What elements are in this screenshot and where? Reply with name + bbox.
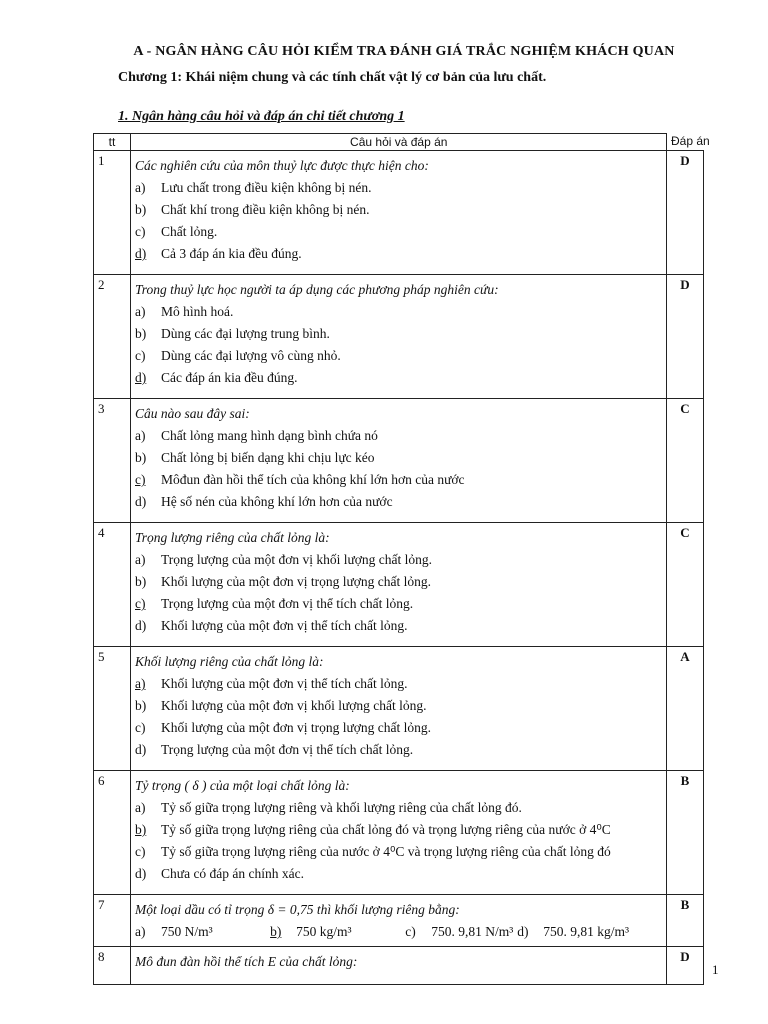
answer-option: [135, 428, 662, 444]
question-number: 6: [94, 771, 131, 895]
option-label: d): [517, 924, 529, 939]
question-number: 7: [94, 895, 131, 947]
answer-option: [135, 720, 662, 736]
option-text: Trọng lượng của một đơn vị khối lượng chất lỏng.: [161, 552, 433, 567]
option-label: c): [135, 596, 146, 611]
option-text: Trọng lượng của một đơn vị thể tích chất lỏng.: [161, 742, 414, 757]
header-question: [131, 134, 710, 151]
section-heading: 1. Ngân hàng câu hỏi và đáp án chi tiết chương 1: [118, 109, 405, 124]
option-text: Khối lượng của một đơn vị thể tích chất lỏng.: [161, 618, 408, 633]
option-label: d): [135, 246, 147, 261]
option-text: Khối lượng của một đơn vị trọng lượng chất lỏng.: [161, 720, 432, 735]
question-stem: Mô đun đàn hồi thể tích E của chất lỏng:: [135, 954, 358, 969]
option-label: a): [135, 676, 146, 691]
question-cell: [131, 523, 667, 647]
question-number: 3: [94, 399, 131, 523]
option-text: Chất lỏng mang hình dạng bình chứa nó: [161, 428, 378, 443]
option-text: 750. 9,81 kg/m³: [543, 924, 630, 939]
option-text: Chất lỏng bị biến dạng khi chịu lực kéo: [161, 450, 375, 465]
option-label: a): [135, 552, 146, 567]
answer-option: [135, 494, 662, 510]
answer-option: [135, 676, 662, 692]
chapter-heading: Chương 1: Khái niệm chung và các tính chất vật lý cơ bản của lưu chất.: [118, 70, 547, 85]
question-cell: [131, 947, 667, 985]
question-number: 4: [94, 523, 131, 647]
answer-option: [405, 924, 517, 940]
question-row: [94, 523, 704, 647]
option-label: c): [405, 924, 416, 939]
question-row: [94, 275, 704, 399]
answer-option: [135, 552, 662, 568]
option-label: d): [135, 618, 147, 633]
option-label: b): [135, 822, 147, 837]
option-text: Chưa có đáp án chính xác.: [161, 866, 305, 881]
header-tt: tt: [94, 134, 131, 151]
option-label: c): [135, 224, 146, 239]
option-text: Các đáp án kia đều đúng.: [161, 370, 298, 385]
option-text: Chất khí trong điều kiện không bị nén.: [161, 202, 370, 217]
answer-key: C: [667, 399, 704, 523]
question-row: [94, 151, 704, 275]
question-number: 5: [94, 647, 131, 771]
option-label: c): [135, 720, 146, 735]
answer-option: [135, 618, 662, 634]
question-number: 2: [94, 275, 131, 399]
answer-key: D: [667, 947, 704, 985]
answer-option: [135, 924, 270, 940]
option-label: d): [135, 866, 147, 881]
question-number: 1: [94, 151, 131, 275]
answer-key: B: [667, 895, 704, 947]
document-title: A - NGÂN HÀNG CÂU HỎI KIỂM TRA ĐÁNH GIÁ TRẮC NGHIỆM KHÁCH QUAN: [133, 44, 675, 59]
question-stem: Một loại dầu có tỉ trọng δ = 0,75 thì khối lượng riêng bằng:: [135, 902, 460, 917]
answer-option: [135, 246, 662, 262]
option-label: b): [135, 326, 147, 341]
option-label: a): [135, 924, 146, 939]
question-cell: [131, 647, 667, 771]
option-text: 750. 9,81 N/m³: [431, 924, 514, 939]
question-stem: Các nghiên cứu của môn thuỷ lực được thực hiện cho:: [135, 158, 429, 173]
answer-key: C: [667, 523, 704, 647]
option-label: a): [135, 180, 146, 195]
answer-option: [135, 574, 662, 590]
option-text: Chất lỏng.: [161, 224, 218, 239]
question-stem: Trọng lượng riêng của chất lỏng là:: [135, 530, 330, 545]
option-text: Mô hình hoá.: [161, 304, 234, 319]
option-text: Dùng các đại lượng trung bình.: [161, 326, 330, 341]
question-row: [94, 647, 704, 771]
option-label: a): [135, 428, 146, 443]
answer-option: [135, 698, 662, 714]
option-text: Khối lượng của một đơn vị thể tích chất lỏng.: [161, 676, 408, 691]
question-cell: [131, 771, 667, 895]
option-label: b): [135, 698, 147, 713]
option-text: Tỷ số giữa trọng lượng riêng của nước ở 4⁰C và trọng lượng riêng của chất lỏng đó: [161, 844, 611, 859]
question-row: [94, 895, 704, 947]
page-number: 1: [712, 962, 719, 977]
answer-key: D: [667, 151, 704, 275]
answer-option: [135, 844, 662, 860]
option-label: d): [135, 370, 147, 385]
question-stem: Tỷ trọng ( δ ) của một loại chất lỏng là:: [135, 778, 350, 793]
answer-option: [135, 304, 662, 320]
question-stem: Trong thuỷ lực học người ta áp dụng các phương pháp nghiên cứu:: [135, 282, 499, 297]
option-label: a): [135, 304, 146, 319]
option-label: b): [135, 450, 147, 465]
question-row: [94, 947, 704, 985]
option-text: Trọng lượng của một đơn vị thể tích chất lỏng.: [161, 596, 414, 611]
header-question-label: Câu hỏi và đáp án: [350, 135, 448, 149]
answer-option: [135, 202, 662, 218]
question-cell: [131, 399, 667, 523]
option-text: Hệ số nén của không khí lớn hơn của nước: [161, 494, 393, 509]
answer-option: [135, 596, 662, 612]
option-text: Khối lượng của một đơn vị trọng lượng chất lỏng.: [161, 574, 432, 589]
answer-option: [135, 348, 662, 364]
answer-option: [270, 924, 405, 940]
answer-option: [135, 180, 662, 196]
question-cell: [131, 895, 667, 947]
option-label: a): [135, 800, 146, 815]
question-number: 8: [94, 947, 131, 985]
answer-key: D: [667, 275, 704, 399]
answer-key: B: [667, 771, 704, 895]
answer-option: [135, 822, 662, 838]
option-text: Khối lượng của một đơn vị khối lượng chất lỏng.: [161, 698, 427, 713]
answer-option: [135, 224, 662, 240]
option-text: Dùng các đại lượng vô cùng nhỏ.: [161, 348, 341, 363]
answer-option: [135, 326, 662, 342]
option-text: Tỷ số giữa trọng lượng riêng và khối lượng riêng của chất lỏng đó.: [161, 800, 522, 815]
answer-option: [135, 866, 662, 882]
option-text: Môđun đàn hồi thể tích của không khí lớn hơn của nước: [161, 472, 465, 487]
option-label: b): [135, 202, 147, 217]
question-stem: Khối lượng riêng của chất lỏng là:: [135, 654, 324, 669]
option-text: 750 N/m³: [161, 924, 213, 939]
question-table: [93, 133, 710, 985]
option-label: c): [135, 348, 146, 363]
option-label: c): [135, 472, 146, 487]
question-cell: [131, 151, 667, 275]
question-cell: [131, 275, 667, 399]
answer-key: A: [667, 647, 704, 771]
answer-option: [135, 370, 662, 386]
option-label: b): [135, 574, 147, 589]
answer-option: [135, 450, 662, 466]
answer-option: [517, 924, 662, 940]
question-row: [94, 771, 704, 895]
answer-option: [135, 800, 662, 816]
header-answer: Đáp án: [666, 133, 742, 150]
option-text: 750 kg/m³: [296, 924, 352, 939]
table-header-row: [94, 134, 704, 151]
answer-option: [135, 742, 662, 758]
option-label: d): [135, 742, 147, 757]
option-text: Cả 3 đáp án kia đều đúng.: [161, 246, 302, 261]
question-row: [94, 399, 704, 523]
option-label: c): [135, 844, 146, 859]
question-stem: Câu nào sau đây sai:: [135, 406, 250, 421]
option-label: d): [135, 494, 147, 509]
option-text: Tỷ số giữa trọng lượng riêng của chất lỏng đó và trọng lượng riêng của nước ở 4⁰C: [161, 822, 611, 837]
option-label: b): [270, 924, 282, 939]
option-text: Lưu chất trong điều kiện không bị nén.: [161, 180, 372, 195]
answer-option: [135, 472, 662, 488]
